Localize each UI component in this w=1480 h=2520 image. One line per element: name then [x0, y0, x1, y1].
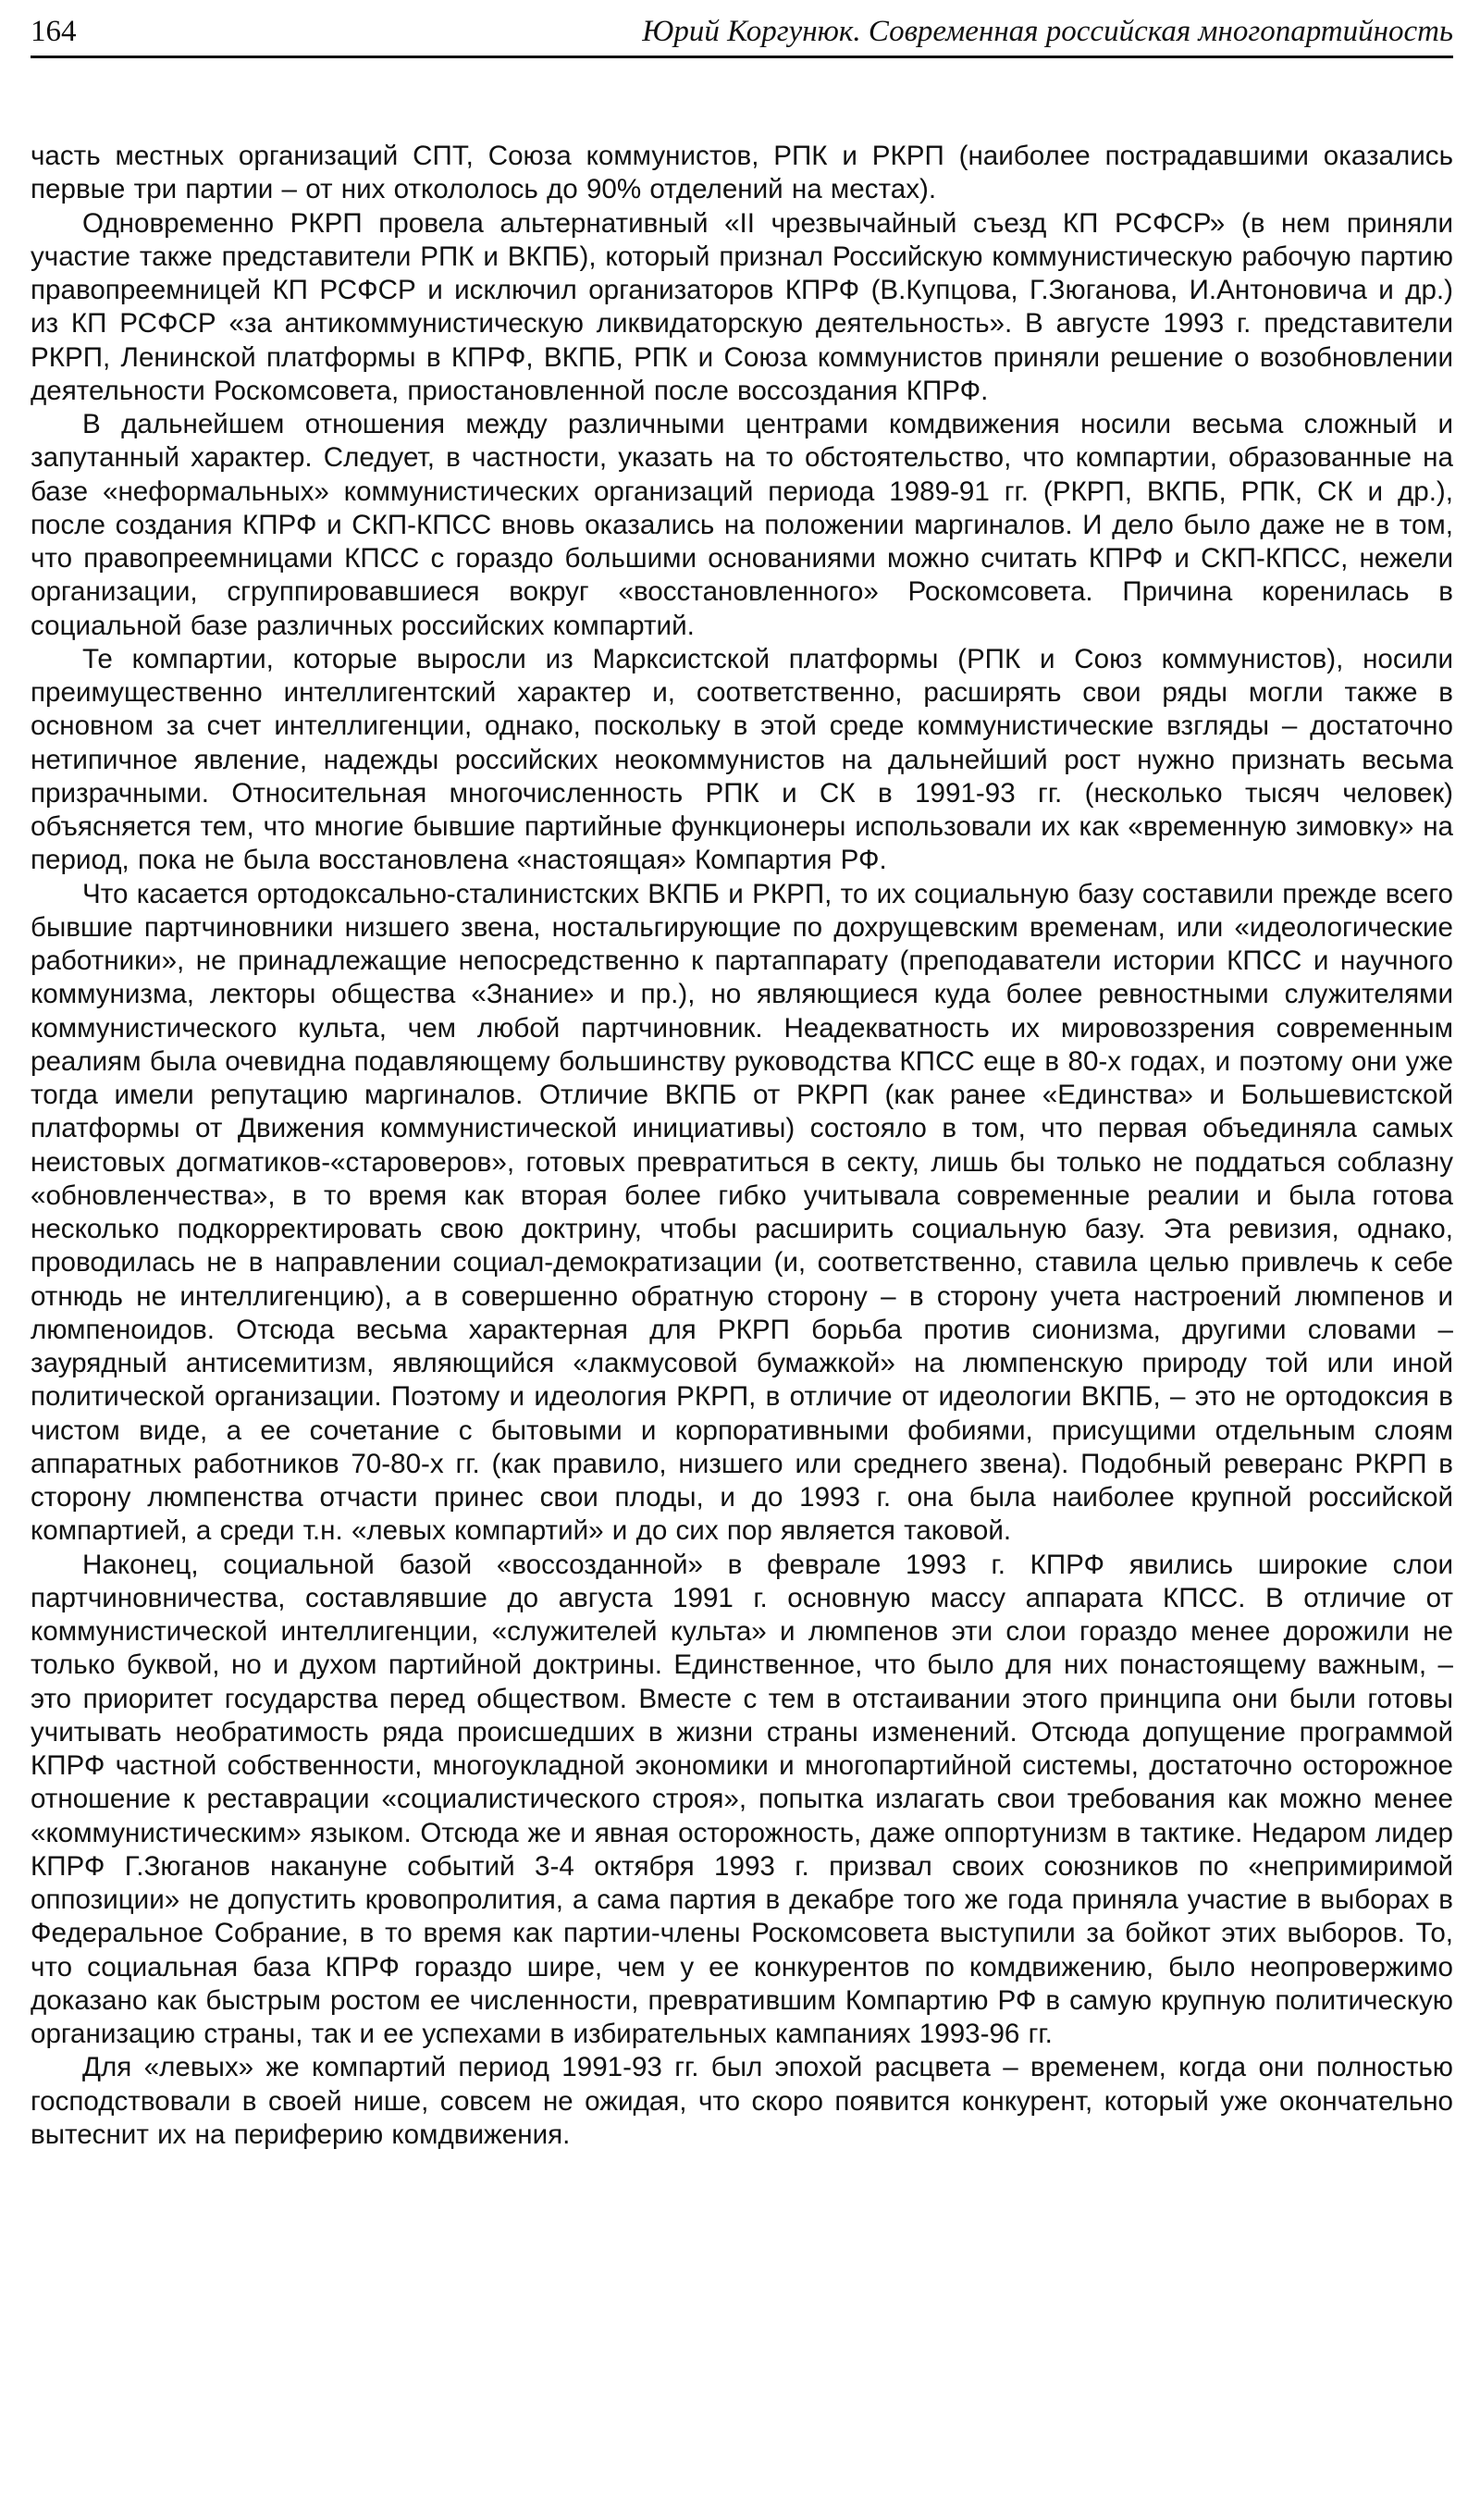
paragraph-7: Для «левых» же компартий период 1991-93 гг. был эпохой расцвета – временем, когда они полностью господствовали в своей нише, совсем не ожидая, что скоро появится конкурент, который уже окончательно вытеснит их на периферию комдвижения. — [31, 2052, 1453, 2150]
paragraph-5: Что касается ортодоксально-сталинистских ВКПБ и РКРП, то их социальную базу составили прежде всего бывшие партчиновники низшего звена, ностальгирующие по дохрущевским временам, или «идеологические работники», не принадлежащие непосредственно к партаппарату (преподаватели истории КПСС и научного коммунизма, лекторы общества «Знание» и пр.), но являющиеся куда более ревностными служителями коммунистического культа, чем любой партчиновник. Неадекватность их мировоззрения современным реалиям была очевидна подавляющему большинству руководства КПСС еще в 80-х годах, и поэтому они уже тогда имели репутацию маргиналов. Отличие ВКПБ от РКРП (как ранее «Единства» и Большевистской платформы от Движения коммунистической инициативы) состояло в том, что первая объединяла самых неистовых догматиков-«староверов», готовых превратиться в секту, лишь бы только не поддаться соблазну «обновленчества», в то время как вторая более гибко учитывала современные реалии и была готова несколько подкорректировать свою доктрину, чтобы расширить социальную базу. Эта ревизия, однако, проводилась не в направлении социал-демократизации (и, соответственно, ставила целью привлечь к себе отнюдь не интеллигенцию), а в совершенно обратную сторону – в сторону учета настроений люмпенов и люмпеноидов. Отсюда весьма характерная для РКРП борьба против сионизма, другими словами – заурядный антисемитизм, являющийся «лакмусовой бумажкой» на люмпенскую природу той или иной политической организации. Поэтому и идеология РКРП, в отличие от идеологии ВКПБ, – это не ортодоксия в чистом виде, а ее сочетание с бытовыми и корпоративными фобиями, присущими отдельным слоям аппаратных работников 70-80-х гг. (как правило, низшего или среднего звена). Подобный реверанс РКРП в сторону люмпенства отчасти принес свои плоды, и до 1993 г. она была наиболее крупной российской компартией, а среди т.н. «левых компартий» и до сих пор является таковой. — [31, 878, 1453, 1547]
paragraph-1: часть местных организаций СПТ, Союза коммунистов, РПК и РКРП (наиболее пострадавшими оказались первые три партии – от них откололось до 90% отделений на местах). — [31, 141, 1453, 205]
running-header — [31, 9, 1453, 58]
paragraph-3: В дальнейшем отношения между различными центрами комдвижения носили весьма сложный и запутанный характер. Следует, в частности, указать на то обстоятельство, что компартии, образованные на базе «неформальных» коммунистических организаций периода 1989-91 гг. (РКРП, ВКПБ, РПК, СК и др.), после создания КПРФ и СКП-КПСС вновь оказались на положении маргиналов. И дело было даже не в том, что правопреемницами КПСС с гораздо большими основаниями можно считать КПРФ и СКП-КПСС, нежели организации, сгруппировавшиеся вокруг «восстановленного» Роскомсовета. Причина коренилась в социальной базе различных российских компартий. — [31, 409, 1453, 641]
paragraph-2: Одновременно РКРП провела альтернативный «II чрезвычайный съезд КП РСФСР» (в нем приняли участие также представители РПК и ВКПБ), который признал Российскую коммунистическую рабочую партию правопреемницей КП РСФСР и исключил организаторов КПРФ (В.Купцова, Г.Зюганова, И.Антоновича и др.) из КП РСФСР «за антикоммунистическую ликвидаторскую деятельность». В августе 1993 г. представители РКРП, Ленинской платформы в КПРФ, ВКПБ, РПК и Союза коммунистов приняли решение о возобновлении деятельности Роскомсовета, приостановленной после воссоздания КПРФ. — [31, 207, 1453, 406]
document-page — [31, 9, 1453, 2152]
running-title: Юрий Коргунюк. Современная российская многопартийность — [642, 15, 1453, 48]
paragraph-6: Наконец, социальной базой «воссозданной» в феврале 1993 г. КПРФ явились широкие слои партчиновничества, составлявшие до августа 1991 г. основную массу аппарата КПСС. В отличие от коммунистической интеллигенции, «служителей культа» и люмпенов эти слои гораздо менее дорожили не только буквой, но и духом партийной доктрины. Единственное, что было для них понастоящему важным, – это приоритет государства перед обществом. Вместе с тем в отстаивании этого принципа они были готовы учитывать необратимость ряда происшедших в жизни страны изменений. Отсюда допущение программой КПРФ частной собственности, многоукладной экономики и многопартийной системы, достаточно осторожное отношение к реставрации «социалистического строя», попытка излагать свои требования как можно менее «коммунистическим» языком. Отсюда же и явная осторожность, даже оппортунизм в тактике. Недаром лидер КПРФ Г.Зюганов накануне событий 3-4 октября 1993 г. призвал своих союзников по «непримиримой оппозиции» не допустить кровопролития, а сама партия в декабре того же года приняла участие в выборах в Федеральное Собрание, в то время как партии-члены Роскомсовета выступили за бойкот этих выборов. То, что социальная база КПРФ гораздо шире, чем у ее конкурентов по комдвижению, было неопровержимо доказано как быстрым ростом ее численности, превратившим Компартию РФ в самую крупную политическую организацию страны, так и ее успехами в избирательных кампаниях 1993-96 гг. — [31, 1549, 1453, 2049]
paragraph-4: Те компартии, которые выросли из Марксистской платформы (РПК и Союз коммунистов), носили преимущественно интеллигентский характер и, соответственно, расширять свои ряды могли также в основном за счет интеллигенции, однако, поскольку в этой среде коммунистические взгляды – достаточно нетипичное явление, надежды российских неокоммунистов на дальнейший рост нужно признать весьма призрачными. Относительная многочисленность РПК и СК в 1991-93 гг. (несколько тысяч человек) объясняется тем, что многие бывшие партийные функционеры использовали их как «временную зимовку» на период, пока не была восстановлена «настоящая» Компартия РФ. — [31, 643, 1453, 876]
page-number: 164 — [31, 15, 77, 48]
body-text — [31, 140, 1453, 2152]
